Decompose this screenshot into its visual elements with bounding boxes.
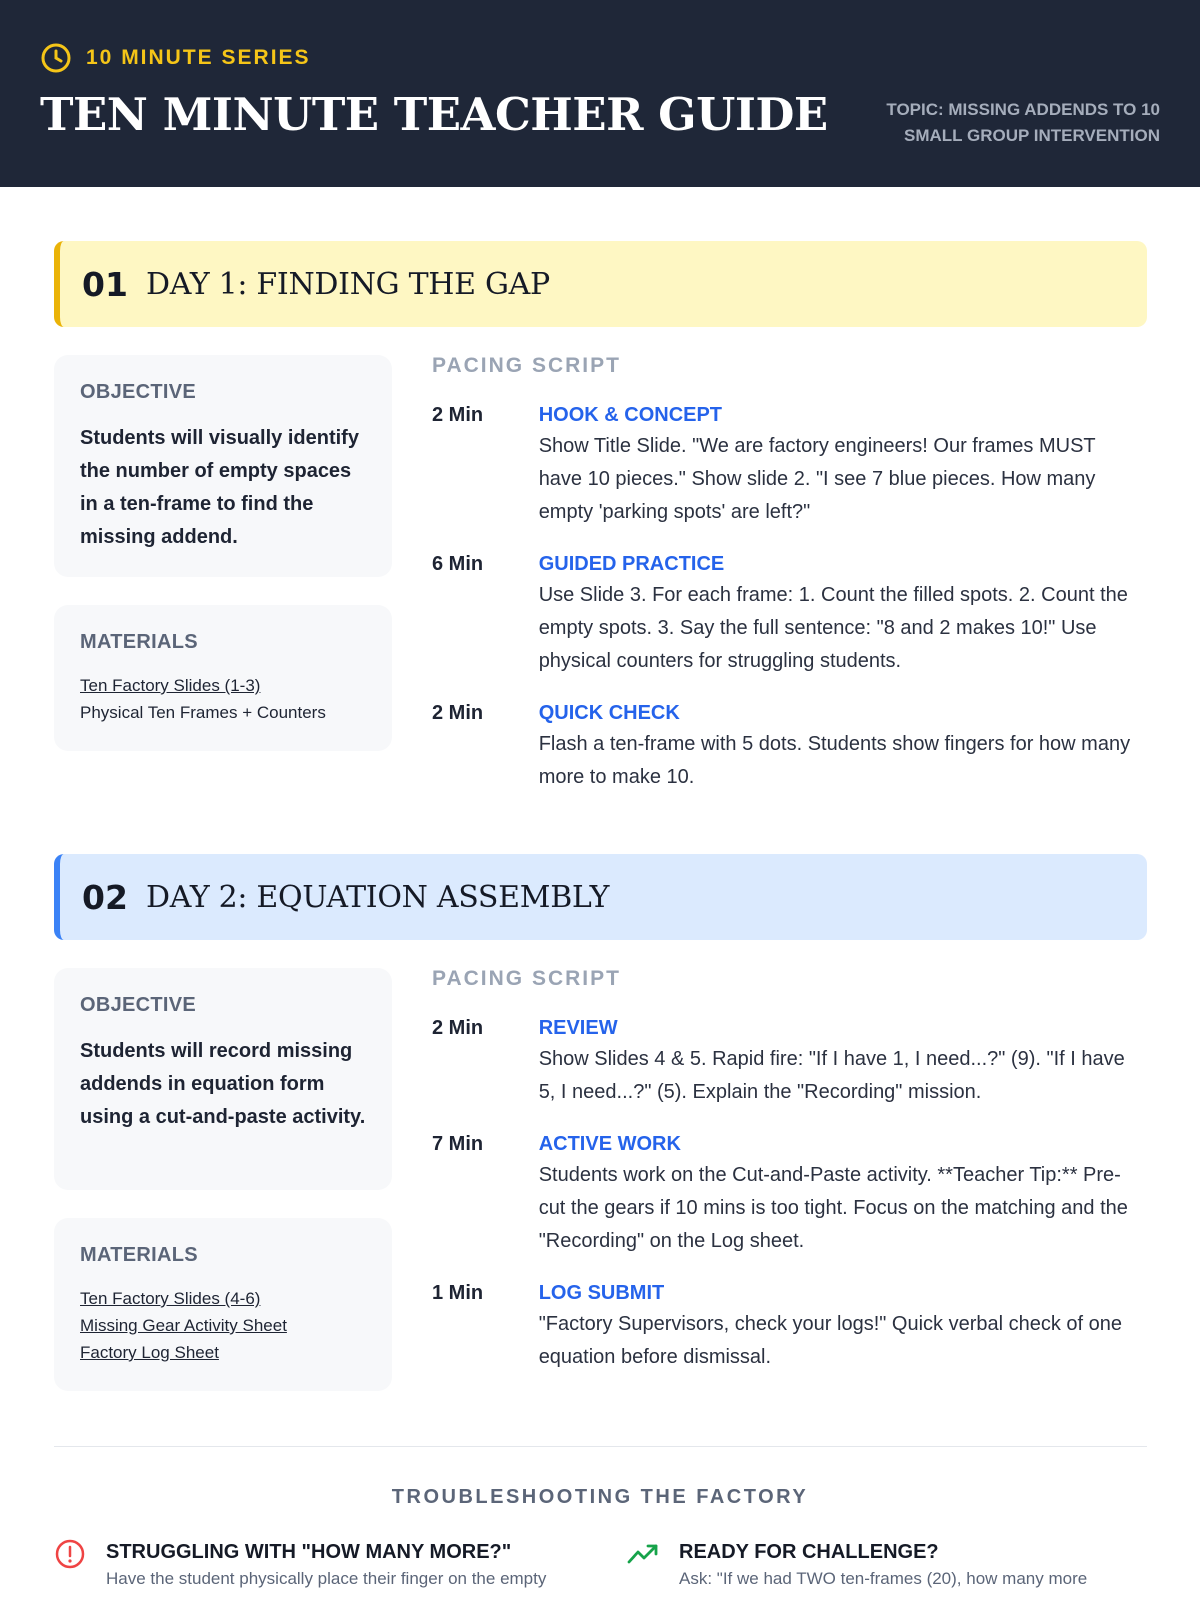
header (0, 0, 1200, 187)
objective-label: OBJECTIVE (80, 381, 197, 403)
trending-up-icon (627, 1538, 659, 1570)
step-text: Show Title Slide. "We are factory engineers! Our frames MUST have 10 pieces." Show slide 2. "I see 7 blue pieces. How many empty 'parking spots' are left?" (538, 435, 1096, 523)
pacing-step (432, 1013, 1132, 1109)
troubleshooting-tip-struggling (54, 1538, 546, 1592)
step-time: 2 Min (432, 702, 484, 724)
step-text: Students work on the Cut-and-Paste activity. **Teacher Tip:** Pre-cut the gears if 10 mins is too tight. Focus on the matching and the "Recording" on the Log sheet. (538, 1164, 1128, 1252)
step-time: 1 Min (432, 1282, 484, 1304)
material-link[interactable]: Ten Factory Slides (1-3) (80, 676, 261, 695)
step-title: HOOK & CONCEPT (538, 404, 723, 426)
day1-number: 01 (82, 264, 128, 304)
step-time: 6 Min (432, 553, 484, 575)
pacing-step (432, 400, 1132, 529)
day1-pacing-script (432, 354, 1132, 814)
step-text: Flash a ten-frame with 5 dots. Students show fingers for how many more to make 10. (538, 733, 1131, 788)
materials-label: MATERIALS (80, 1244, 198, 1266)
day1-banner (54, 241, 1147, 327)
material-link[interactable]: Factory Log Sheet (80, 1343, 219, 1362)
step-title: LOG SUBMIT (538, 1282, 665, 1304)
tip-text: Ask: "If we had TWO ten-frames (20), how many more (679, 1569, 1088, 1588)
day2-objective-card (54, 968, 392, 1190)
objective-text: Students will visually identify the number of empty spaces in a ten-frame to find the missing addend. (80, 427, 359, 548)
tip-heading: STRUGGLING WITH "HOW MANY MORE?" (106, 1541, 512, 1563)
step-time: 2 Min (432, 1017, 484, 1039)
day1-materials-card (54, 605, 392, 751)
day2-pacing-script (432, 967, 1132, 1394)
material-link[interactable]: Ten Factory Slides (4-6) (80, 1289, 261, 1308)
series-label: 10 MINUTE SERIES (86, 46, 311, 69)
step-time: 7 Min (432, 1133, 484, 1155)
section-divider (54, 1446, 1147, 1447)
step-text: Use Slide 3. For each frame: 1. Count the filled spots. 2. Count the empty spots. 3. Say the full sentence: "8 and 2 makes 10!" Use physical counters for struggling students. (538, 584, 1128, 672)
topic-subline: SMALL GROUP INTERVENTION (904, 126, 1160, 145)
series-label-row (40, 42, 311, 74)
step-time: 2 Min (432, 404, 484, 426)
pacing-step (432, 698, 1132, 794)
step-title: QUICK CHECK (538, 702, 680, 724)
step-title: ACTIVE WORK (538, 1133, 681, 1155)
pacing-step (432, 1129, 1132, 1258)
material-item: Physical Ten Frames + Counters (80, 703, 326, 722)
pacing-label: PACING SCRIPT (432, 354, 621, 377)
day1-title: DAY 1: FINDING THE GAP (145, 266, 550, 302)
material-link[interactable]: Missing Gear Activity Sheet (80, 1316, 287, 1335)
troubleshooting-tip-challenge (627, 1538, 1087, 1592)
step-title: GUIDED PRACTICE (538, 553, 725, 575)
troubleshooting-title: TROUBLESHOOTING THE FACTORY (391, 1486, 809, 1508)
topic-line: TOPIC: MISSING ADDENDS TO 10 (886, 100, 1160, 119)
day2-title: DAY 2: EQUATION ASSEMBLY (145, 879, 610, 915)
day2-materials-card (54, 1218, 392, 1391)
day2-number: 02 (82, 877, 128, 917)
materials-list (80, 672, 366, 726)
clock-icon (40, 42, 72, 74)
topic-info (886, 97, 1160, 149)
alert-circle-icon (54, 1538, 86, 1570)
objective-text: Students will record missing addends in equation form using a cut-and-paste activity. (80, 1040, 366, 1128)
tip-text: Have the student physically place their finger on the empty (106, 1569, 547, 1588)
pacing-label: PACING SCRIPT (432, 967, 621, 990)
tip-heading: READY FOR CHALLENGE? (679, 1541, 939, 1563)
day1-objective-card (54, 355, 392, 577)
step-title: REVIEW (538, 1017, 618, 1039)
materials-list (80, 1285, 366, 1366)
materials-label: MATERIALS (80, 631, 198, 653)
pacing-step (432, 1278, 1132, 1374)
pacing-step (432, 549, 1132, 678)
page-title: TEN MINUTE TEACHER GUIDE (40, 88, 828, 141)
day2-banner (54, 854, 1147, 940)
step-text: "Factory Supervisors, check your logs!" Quick verbal check of one equation before dismissal. (538, 1313, 1123, 1368)
step-text: Show Slides 4 & 5. Rapid fire: "If I have 1, I need...?" (9). "If I have 5, I need...?" (5). Explain the "Recording" mission. (538, 1048, 1125, 1103)
objective-label: OBJECTIVE (80, 994, 197, 1016)
